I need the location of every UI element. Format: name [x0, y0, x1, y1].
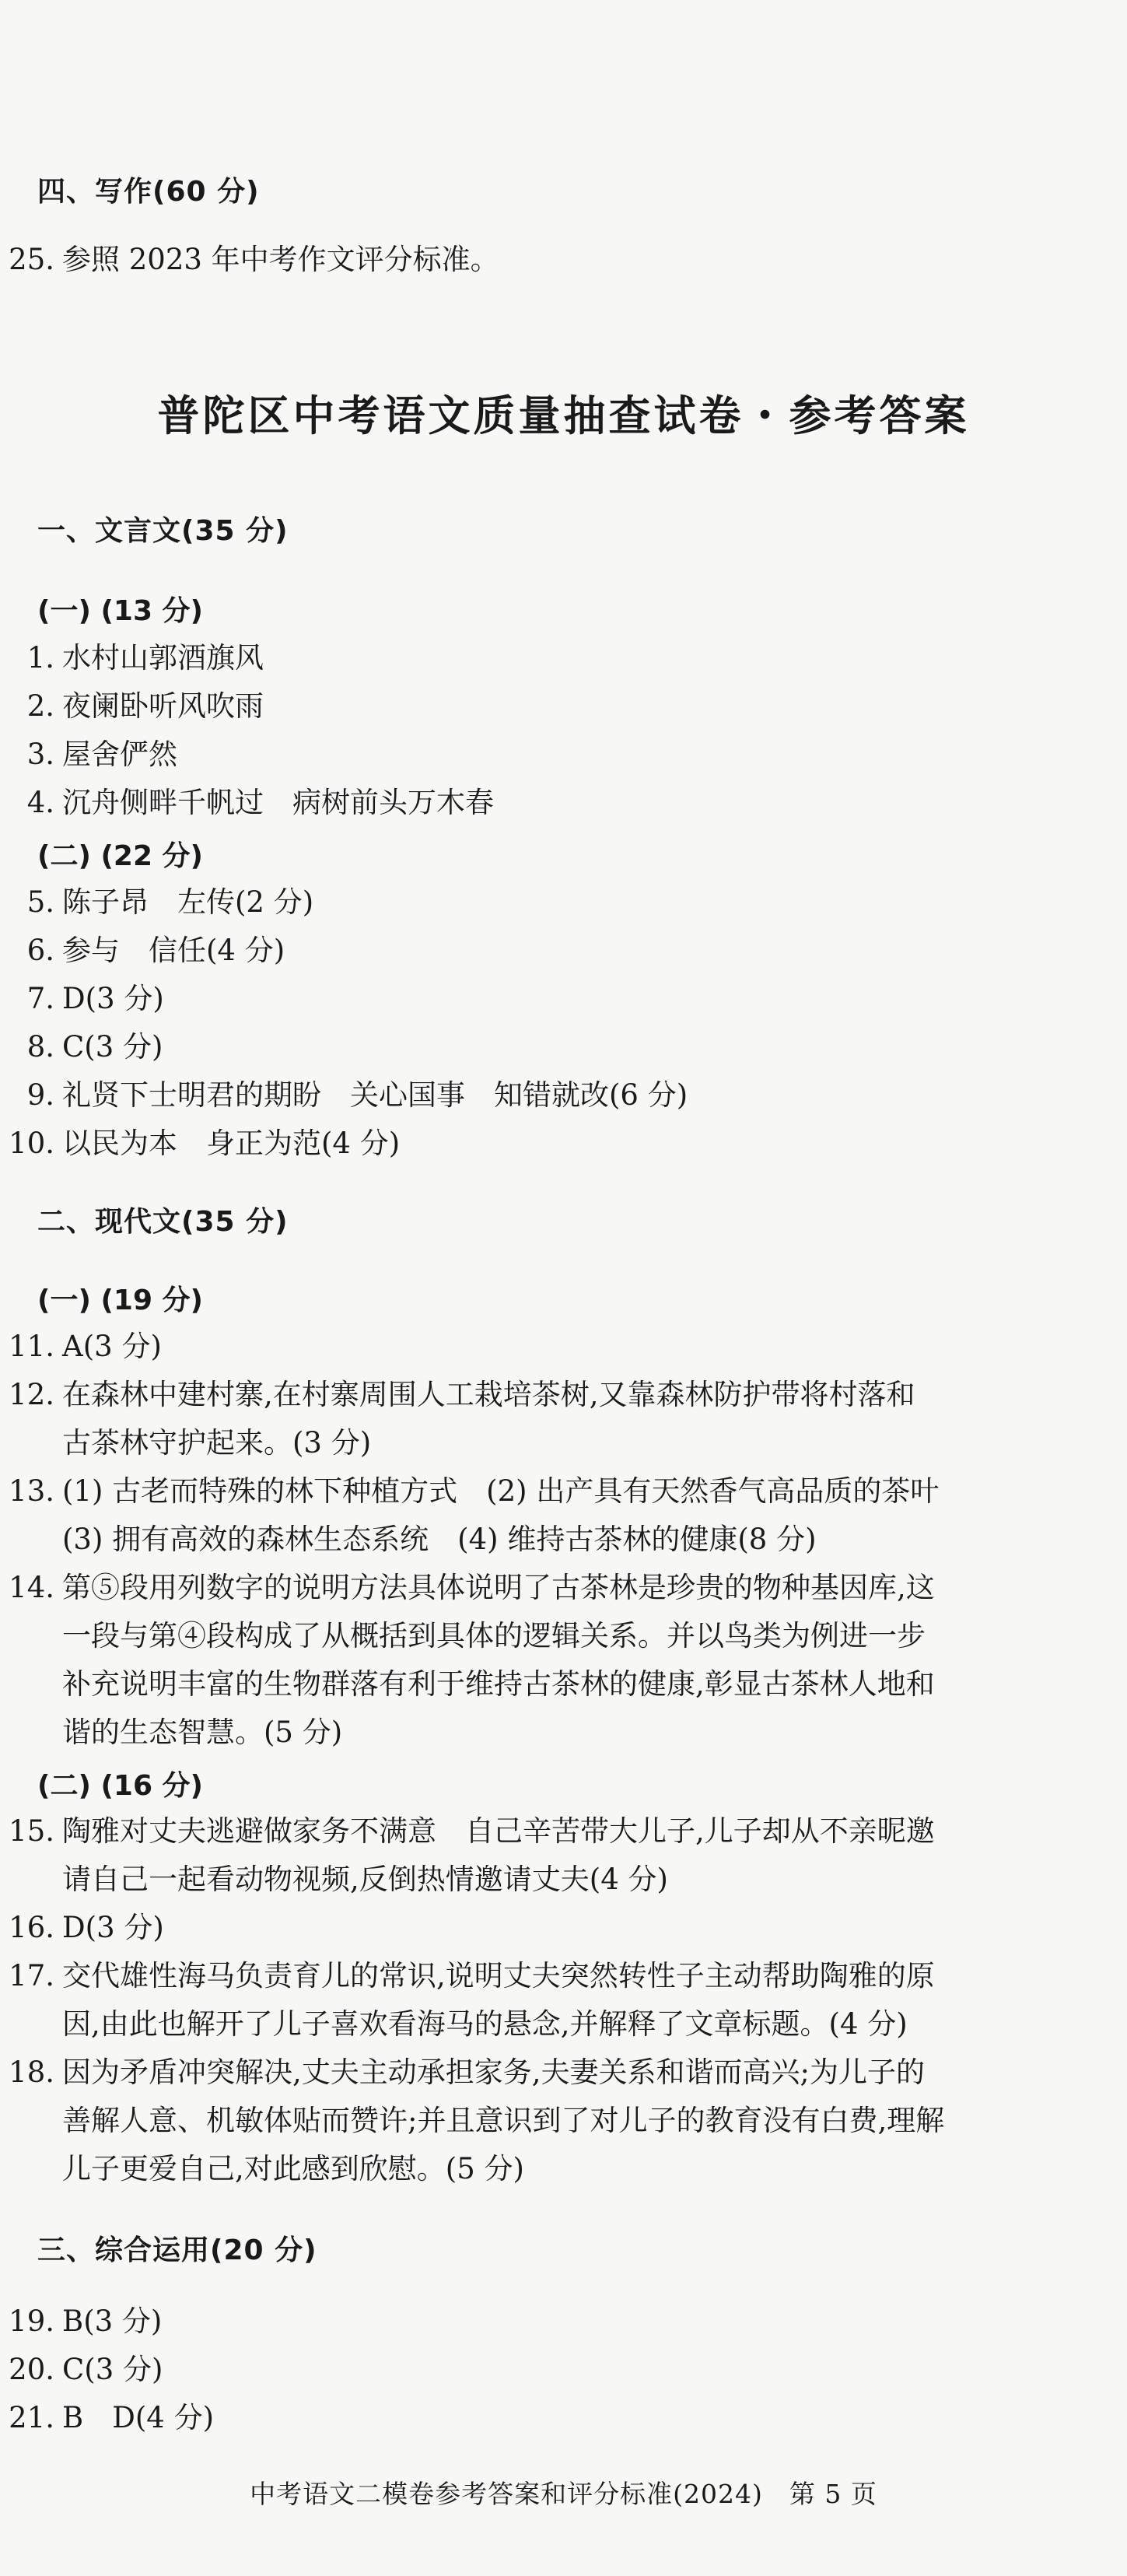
answer-item-1	[0, 634, 1127, 682]
answer-item-21	[0, 2394, 1127, 2442]
page-footer: 中考语文二模卷参考答案和评分标准(2024) 第 5 页	[250, 2479, 877, 2509]
item-text-line: 陶雅对丈夫逃避做家务不满意 自己辛苦带大儿子,儿子却从不亲昵邀	[62, 1814, 935, 1848]
part1-sub2-heading: (二) (22 分)	[37, 840, 203, 872]
item-text: C(3 分)	[62, 2353, 163, 2386]
answer-item-8	[0, 1023, 1127, 1071]
item-number: 25.	[9, 243, 54, 276]
item-number: 3.	[26, 738, 54, 771]
answer-item-4	[0, 779, 1127, 827]
part3-heading: 三、综合运用(20 分)	[37, 2234, 317, 2266]
item-number: 5.	[26, 885, 54, 919]
item-number: 4.	[26, 786, 54, 819]
part1-sub1-heading: (一) (13 分)	[37, 595, 203, 627]
item-text-line: 儿子更爱自己,对此感到欣慰。(5 分)	[62, 2152, 524, 2185]
page-title: 普陀区中考语文质量抽查试卷・参考答案	[157, 391, 970, 440]
part2-sub1-heading: (一) (19 分)	[37, 1284, 203, 1316]
item-text-line: 补充说明丰富的生物群落有利于维持古茶林的健康,彰显古茶林人地和	[62, 1667, 935, 1701]
part2-heading: 二、现代文(35 分)	[37, 1206, 289, 1238]
item-text: 以民为本 身正为范(4 分)	[62, 1127, 401, 1160]
item-text: 陈子昂 左传(2 分)	[62, 885, 314, 919]
answer-item-13	[0, 1467, 1127, 1564]
part1-heading: 一、文言文(35 分)	[37, 515, 289, 547]
item-text: 沉舟侧畔千帆过 病树前头万木春	[62, 786, 494, 819]
answer-item-17	[0, 1952, 1127, 2049]
part2-sub2-heading: (二) (16 分)	[37, 1770, 203, 1802]
item-number: 20.	[9, 2353, 54, 2386]
item-number: 18.	[9, 2056, 54, 2089]
answer-item-25	[0, 236, 1127, 284]
answer-item-19	[0, 2297, 1127, 2346]
item-text: A(3 分)	[62, 1330, 162, 1363]
writing-section-heading: 四、写作(60 分)	[37, 176, 260, 208]
item-text: C(3 分)	[62, 1030, 163, 1064]
item-text-line: 请自己一起看动物视频,反倒热情邀请丈夫(4 分)	[62, 1863, 668, 1896]
item-number: 17.	[9, 1959, 54, 1992]
answer-item-7	[0, 975, 1127, 1023]
item-number: 2.	[26, 689, 54, 723]
item-number: 9.	[26, 1078, 54, 1112]
item-number: 1.	[26, 641, 54, 675]
item-number: 12.	[9, 1378, 54, 1411]
answer-item-5	[0, 878, 1127, 927]
item-number: 6.	[26, 934, 54, 967]
item-number: 11.	[9, 1330, 54, 1363]
answer-item-18	[0, 2049, 1127, 2193]
item-text-line: (3) 拥有高效的森林生态系统 (4) 维持古茶林的健康(8 分)	[62, 1523, 817, 1556]
answer-item-9	[0, 1071, 1127, 1120]
item-text: D(3 分)	[62, 982, 164, 1015]
item-text-line: 善解人意、机敏体贴而赞许;并且意识到了对儿子的教育没有白费,理解	[62, 2104, 945, 2137]
item-number: 8.	[26, 1030, 54, 1064]
item-number: 10.	[9, 1127, 54, 1160]
item-number: 7.	[26, 982, 54, 1015]
item-text: 水村山郭酒旗风	[62, 641, 264, 675]
answer-item-15	[0, 1807, 1127, 1904]
answer-item-10	[0, 1120, 1127, 1168]
item-text: 参照 2023 年中考作文评分标准。	[62, 243, 499, 276]
answer-item-2	[0, 682, 1127, 731]
item-text-line: (1) 古老而特殊的林下种植方式 (2) 出产具有天然香气高品质的茶叶	[62, 1474, 940, 1508]
answer-item-16	[0, 1904, 1127, 1952]
item-text: 参与 信任(4 分)	[62, 934, 285, 967]
item-number: 21.	[9, 2401, 54, 2434]
item-number: 16.	[9, 1911, 54, 1944]
item-number: 15.	[9, 1814, 54, 1848]
item-number: 14.	[9, 1571, 54, 1604]
answer-item-12	[0, 1371, 1127, 1467]
item-text: 屋舍俨然	[62, 738, 177, 771]
item-number: 13.	[9, 1474, 54, 1508]
answer-item-6	[0, 927, 1127, 975]
item-text-line: 第⑤段用列数字的说明方法具体说明了古茶林是珍贵的物种基因库,这	[62, 1571, 935, 1604]
item-text-line: 因为矛盾冲突解决,丈夫主动承担家务,夫妻关系和谐而高兴;为儿子的	[62, 2056, 925, 2089]
item-text: 夜阑卧听风吹雨	[62, 689, 264, 723]
item-text-line: 在森林中建村寨,在村寨周围人工栽培茶树,又靠森林防护带将村落和	[62, 1378, 915, 1411]
answer-item-11	[0, 1323, 1127, 1371]
item-text: B D(4 分)	[62, 2401, 215, 2434]
answer-item-3	[0, 731, 1127, 779]
item-text-line: 一段与第④段构成了从概括到具体的逻辑关系。并以鸟类为例进一步	[62, 1619, 926, 1652]
item-text: B(3 分)	[62, 2304, 163, 2338]
item-text-line: 交代雄性海马负责育儿的常识,说明丈夫突然转性子主动帮助陶雅的原	[62, 1959, 935, 1992]
item-number: 19.	[9, 2304, 54, 2338]
answer-item-14	[0, 1564, 1127, 1757]
item-text: D(3 分)	[62, 1911, 164, 1944]
item-text-line: 谐的生态智慧。(5 分)	[62, 1716, 343, 1749]
item-text-line: 古茶林守护起来。(3 分)	[62, 1426, 372, 1460]
item-text: 礼贤下士明君的期盼 关心国事 知错就改(6 分)	[62, 1078, 688, 1112]
item-text-line: 因,由此也解开了儿子喜欢看海马的悬念,并解释了文章标题。(4 分)	[62, 2007, 908, 2041]
answer-item-20	[0, 2346, 1127, 2394]
